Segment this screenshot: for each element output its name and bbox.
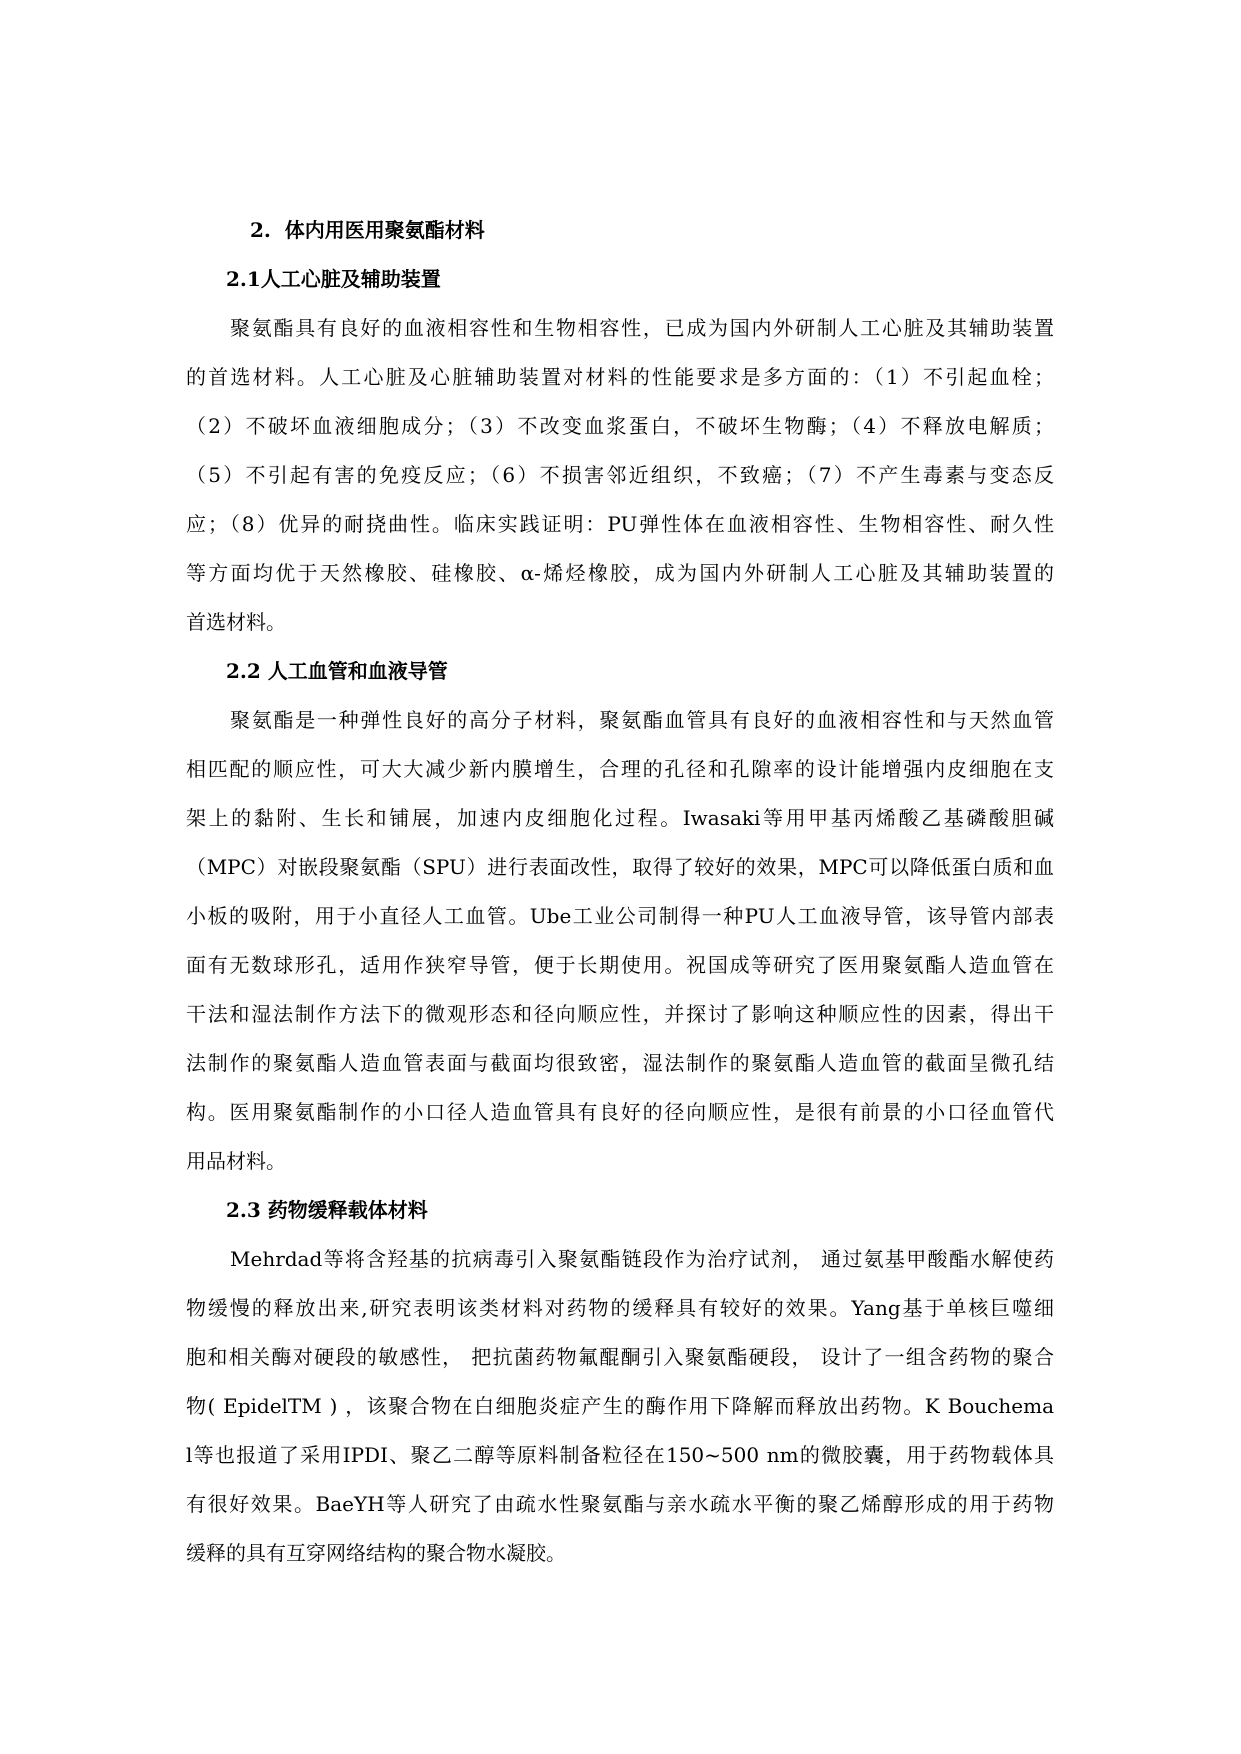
- paragraph-line: 小板的吸附，用于小直径人工血管。Ube工业公司制得一种PU人工血液导管，该导管内部表: [186, 904, 1054, 928]
- paragraph-line: 聚氨酯具有良好的血液相容性和生物相容性，已成为国内外研制人工心脏及其辅助装置: [230, 316, 1054, 340]
- section-heading: 2.2 人工血管和血液导管: [226, 659, 448, 683]
- section-heading: 2.3 药物缓释载体材料: [226, 1198, 428, 1222]
- paragraph-line: 干法和湿法制作方法下的微观形态和径向顺应性，并探讨了影响这种顺应性的因素，得出干: [186, 1002, 1054, 1026]
- section-heading: 2.1人工心脏及辅助装置: [226, 267, 441, 291]
- paragraph-line: 法制作的聚氨酯人造血管表面与截面均很致密，湿法制作的聚氨酯人造血管的截面呈微孔结: [186, 1051, 1054, 1075]
- paragraph-line: 缓释的具有互穿网络结构的聚合物水凝胶。: [186, 1541, 566, 1565]
- paragraph-line: 架上的黏附、生长和铺展，加速内皮细胞化过程。Iwasaki等用甲基丙烯酸乙基磷酸胆碱: [186, 806, 1054, 830]
- paragraph-line: l等也报道了采用IPDI、聚乙二醇等原料制备粒径在150~500 nm的微胶囊，用于药物载体具: [186, 1443, 1054, 1467]
- paragraph-line: 用品材料。: [186, 1149, 286, 1173]
- section-2-1: [186, 255, 1054, 647]
- section-2-3: [186, 1186, 1054, 1578]
- paragraph-line: 胞和相关酶对硬段的敏感性， 把抗菌药物氟醌酮引入聚氨酯硬段， 设计了一组含药物的聚合: [186, 1345, 1054, 1369]
- document-body: [186, 206, 1054, 1578]
- paragraph-line: 构。医用聚氨酯制作的小口径人造血管具有良好的径向顺应性，是很有前景的小口径血管代: [186, 1100, 1054, 1124]
- paragraph-line: 应；（8）优异的耐挠曲性。临床实践证明：PU弹性体在血液相容性、生物相容性、耐久性: [186, 512, 1054, 536]
- paragraph-line: 聚氨酯是一种弹性良好的高分子材料，聚氨酯血管具有良好的血液相容性和与天然血管: [230, 708, 1054, 732]
- section-2-2: [186, 647, 1054, 1186]
- paragraph-line: 相匹配的顺应性，可大大减少新内膜增生，合理的孔径和孔隙率的设计能增强内皮细胞在支: [186, 757, 1054, 781]
- paragraph-line: 物缓慢的释放出来,研究表明该类材料对药物的缓释具有较好的效果。Yang基于单核巨噬细: [186, 1296, 1054, 1320]
- paragraph-line: （MPC）对嵌段聚氨酯（SPU）进行表面改性，取得了较好的效果，MPC可以降低蛋白质和血: [186, 855, 1054, 879]
- paragraph-line: 首选材料。: [186, 610, 286, 634]
- paragraph-line: 的首选材料。人工心脏及心脏辅助装置对材料的性能要求是多方面的：（1）不引起血栓；: [186, 365, 1054, 389]
- paragraph-line: Mehrdad等将含羟基的抗病毒引入聚氨酯链段作为治疗试剂， 通过氨基甲酸酯水解使药: [230, 1247, 1054, 1271]
- document-title: 2. 体内用医用聚氨酯材料: [250, 218, 485, 242]
- paragraph-line: 物( EpidelTM ) ，该聚合物在白细胞炎症产生的酶作用下降解而释放出药物。K Bouchema: [186, 1394, 1054, 1418]
- paragraph-line: 面有无数球形孔，适用作狭窄导管，便于长期使用。祝国成等研究了医用聚氨酯人造血管在: [186, 953, 1054, 977]
- paragraph-line: （2）不破坏血液细胞成分；（3）不改变血浆蛋白，不破坏生物酶；（4）不释放电解质；: [186, 414, 1054, 438]
- paragraph-line: 等方面均优于天然橡胶、硅橡胶、α-烯烃橡胶，成为国内外研制人工心脏及其辅助装置的: [186, 561, 1054, 585]
- paragraph-line: 有很好效果。BaeYH等人研究了由疏水性聚氨酯与亲水疏水平衡的聚乙烯醇形成的用于药物: [186, 1492, 1054, 1516]
- paragraph-line: （5）不引起有害的免疫反应；（6）不损害邻近组织，不致癌；（7）不产生毒素与变态反: [186, 463, 1054, 487]
